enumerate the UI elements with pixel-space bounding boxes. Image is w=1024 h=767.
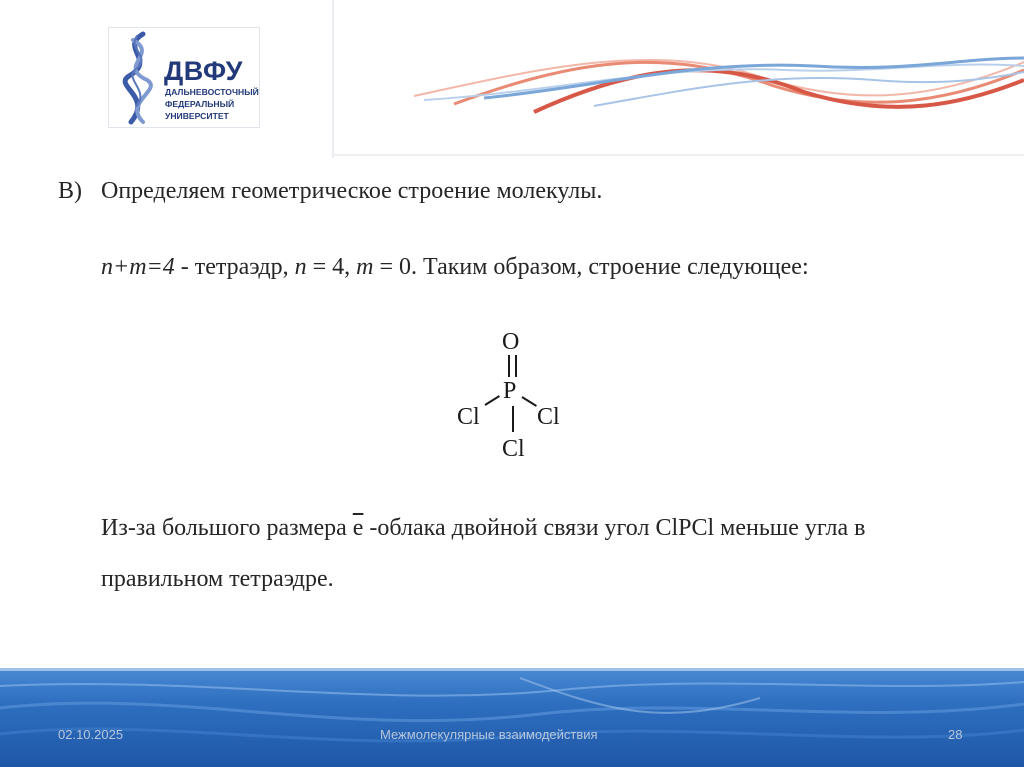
double-bond-right-line bbox=[515, 355, 517, 377]
logo-subtitle-line3: УНИВЕРСИТЕТ bbox=[165, 111, 229, 121]
university-logo bbox=[108, 27, 260, 128]
bond-bottom bbox=[512, 406, 514, 432]
slide-footer bbox=[0, 668, 1024, 767]
n-variable: n bbox=[294, 254, 307, 280]
explanation-line-1 bbox=[101, 514, 866, 543]
logo-title: ДВФУ bbox=[164, 56, 243, 86]
atom-chlorine-bottom: Cl bbox=[502, 436, 525, 462]
formula-middle-text: - тетраэдр, bbox=[174, 254, 295, 280]
atom-chlorine-left: Cl bbox=[457, 404, 480, 430]
atom-oxygen: O bbox=[502, 329, 520, 355]
explanation-line-2: правильном тетраэдре. bbox=[101, 566, 334, 592]
bond-right bbox=[521, 396, 536, 407]
logo-subtitle-line1: ДАЛЬНЕВОСТОЧНЫЙ bbox=[165, 87, 259, 97]
electron-symbol: е bbox=[352, 515, 364, 541]
m-variable: m bbox=[356, 254, 374, 280]
bond-left bbox=[484, 395, 499, 406]
slide-header bbox=[0, 0, 1024, 158]
decorative-waves bbox=[334, 0, 1024, 156]
explanation-part3: меньше угла в bbox=[714, 515, 866, 541]
slide-heading: Определяем геометрическое строение молекулы. bbox=[101, 178, 603, 204]
item-marker: В) bbox=[58, 178, 82, 204]
footer-date: 02.10.2025 bbox=[58, 727, 124, 742]
double-bond-left-line bbox=[508, 355, 510, 377]
formula-line bbox=[101, 253, 809, 282]
nm-expression: n+m=4 bbox=[101, 254, 175, 280]
angle-notation: ClPCl bbox=[655, 515, 715, 541]
m-value-text: = 0. Таким образом, строение следующее: bbox=[373, 254, 809, 280]
dna-helix-icon bbox=[113, 30, 165, 126]
footer-page-number: 28 bbox=[948, 727, 963, 742]
footer-wave-background bbox=[0, 668, 1024, 767]
explanation-part2: -облака двойной связи угол bbox=[363, 515, 656, 541]
footer-title: Межмолекулярные взаимодействия bbox=[380, 727, 598, 742]
explanation-part1: Из-за большого размера bbox=[101, 515, 353, 541]
atom-phosphorus: P bbox=[503, 378, 517, 404]
logo-subtitle-line2: ФЕДЕРАЛЬНЫЙ bbox=[165, 99, 235, 109]
atom-chlorine-right: Cl bbox=[537, 404, 560, 430]
n-value-text: = 4, bbox=[306, 254, 357, 280]
